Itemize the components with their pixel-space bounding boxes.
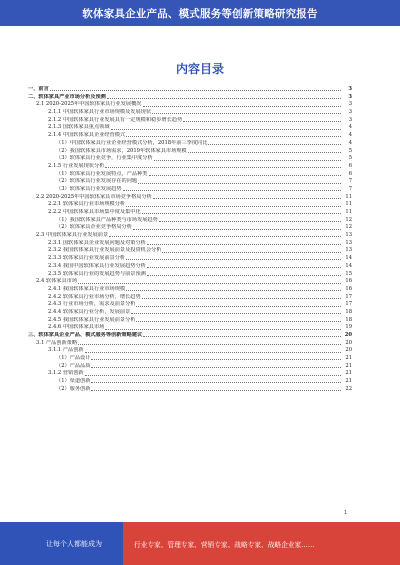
toc-leader-dots: [153, 198, 341, 199]
toc-entry-label: （3）软体家具行业发展趋势: [56, 185, 122, 192]
toc-entry[interactable]: [28, 324, 352, 332]
toc-leader-dots: [131, 313, 341, 314]
toc-leader-dots: [111, 129, 341, 130]
toc-entry-page: 4: [348, 139, 352, 146]
footer-right-text: 行业专家、管理专家、营销专家、战略专家、战略企业家……: [134, 541, 315, 549]
toc-entry-label: 2.4.5 我国软体家具行业发展前景分析: [48, 316, 136, 323]
toc-entry-label: 2.3 中国软体家具行业发展前景: [36, 232, 109, 239]
toc-leader-dots: [143, 336, 341, 337]
toc-leader-dots: [159, 221, 341, 222]
toc-leader-dots: [208, 144, 341, 145]
toc-entry-label: 2.1.3 国软体家具重点领域: [48, 124, 110, 131]
toc-entry[interactable]: [28, 232, 352, 240]
toc-entry-page: 3: [348, 109, 352, 116]
toc-entry-page: 20: [344, 332, 352, 338]
toc-entry-label: 2.4.6 中国软体家具市场: [48, 324, 105, 331]
toc-leader-dots: [154, 160, 341, 161]
toc-entry[interactable]: [28, 340, 352, 348]
toc-entry-page: 4: [348, 132, 352, 139]
toc-entry-label: （1）中国软体家具行业企业经营模式分析，2018年前三季度同比: [56, 139, 208, 146]
toc-entry-page: 14: [345, 262, 352, 269]
toc-entry-page: 21: [345, 355, 352, 362]
toc-entry-label: 一、前言: [28, 86, 49, 92]
toc-entry-label: 2.1.2 中国软体家具行业发展具有一定规模和稳步增长趋势: [48, 116, 183, 123]
toc-leader-dots: [85, 352, 341, 353]
toc-leader-dots: [91, 390, 341, 391]
toc-entry-label: 2.2.1 软体家具行业市场规模分析: [48, 201, 126, 208]
toc-entry-label: 2.3.3 软体家具行业发展前景分析: [48, 255, 126, 262]
toc-entry-label: 2.3.2 我国软体家具行业发展前景及投资机会分析: [48, 247, 162, 254]
toc-leader-dots: [50, 90, 341, 91]
toc-entry-page: 3: [348, 101, 352, 108]
toc-leader-dots: [183, 121, 341, 122]
toc-entry[interactable]: [28, 224, 352, 232]
toc-entry-page: 19: [345, 324, 352, 331]
toc-entry[interactable]: [28, 194, 352, 202]
footer-left-text: 让每个人都能成为: [46, 540, 102, 548]
toc-entry[interactable]: [28, 255, 352, 263]
toc-leader-dots: [126, 259, 341, 260]
toc-entry-page: 22: [345, 385, 352, 392]
toc-entry-label: 2.3.4 我国中国软体家具行业发展趋势分析: [48, 262, 146, 269]
toc-entry-page: 7: [348, 185, 352, 192]
toc-entry[interactable]: [28, 247, 352, 255]
toc-entry-label: （1）我国软体家具产品种类与市场发展趋势: [56, 216, 158, 223]
toc-leader-dots: [162, 252, 341, 253]
toc-entry-label: 二、软体家具产业市场分析及预测: [28, 93, 106, 100]
toc-entry[interactable]: [28, 240, 352, 248]
toc-entry-label: （2）产品品质: [56, 362, 91, 369]
toc-leader-dots: [78, 283, 341, 284]
toc-leader-dots: [109, 236, 341, 237]
toc-entry-label: 2.4 软体家具市场: [36, 278, 78, 285]
toc-entry[interactable]: [28, 124, 352, 132]
toc-entry[interactable]: [28, 140, 352, 148]
toc-leader-dots: [143, 106, 342, 107]
toc-entry[interactable]: [28, 117, 352, 125]
toc-leader-dots: [133, 229, 341, 230]
toc-entry[interactable]: [28, 201, 352, 209]
toc-entry-page: 17: [345, 301, 352, 308]
toc-entry-label: 3.1.2 营销创新: [48, 370, 84, 377]
toc-entry-page: 6: [348, 170, 352, 177]
toc-entry-label: 2.2.2 中国软体家具市场集中度及集中化: [48, 209, 141, 215]
toc-entry-page: 11: [345, 201, 352, 208]
toc-leader-dots: [91, 367, 341, 368]
toc-entry[interactable]: [28, 217, 352, 225]
table-of-contents: [28, 86, 352, 394]
toc-entry[interactable]: [28, 347, 352, 355]
toc-entry[interactable]: [28, 355, 352, 363]
toc-entry-page: 3: [348, 93, 352, 100]
page-number: 1: [344, 510, 348, 516]
toc-entry-page: 20: [345, 347, 352, 354]
toc-leader-dots: [105, 167, 341, 168]
toc-leader-dots: [188, 152, 341, 153]
toc-entry-label: 2.4.1 我国软体家具行业市场规模: [48, 285, 126, 292]
toc-entry-page: 7: [348, 178, 352, 185]
toc-entry-label: 2.1 2020-2025年中国软体家具行业发展概况: [36, 101, 142, 108]
toc-entry[interactable]: [28, 294, 352, 302]
toc-entry-label: 2.4.3 行业市场分析，需求及前景分析: [48, 301, 136, 308]
toc-leader-dots: [91, 382, 341, 383]
toc-entry-label: 2.2 2020-2025年中国软体家具市场竞争格局分析: [36, 193, 152, 200]
toc-entry[interactable]: [28, 86, 352, 94]
toc-heading: 内容目录: [175, 62, 224, 76]
toc-entry-label: （2）软体家具行业发展存在的问题: [56, 178, 138, 185]
toc-entry[interactable]: [28, 332, 352, 340]
toc-leader-dots: [147, 267, 341, 268]
toc-entry[interactable]: [28, 101, 352, 109]
toc-entry[interactable]: [28, 171, 352, 179]
toc-leader-dots: [78, 344, 341, 345]
toc-entry[interactable]: [28, 94, 352, 102]
toc-entry-page: 16: [345, 278, 352, 285]
toc-entry-page: 5: [348, 147, 352, 154]
toc-leader-dots: [107, 98, 341, 99]
toc-entry-page: 3: [348, 86, 352, 92]
toc-entry-label: 3.1.1 产品创新: [48, 347, 84, 354]
toc-entry-page: 11: [345, 209, 352, 215]
toc-entry-page: 20: [345, 339, 352, 346]
toc-entry-label: 2.1.5 行业发展现状分析: [48, 162, 105, 169]
toc-entry-label: 3.1 产品创新策略: [36, 339, 78, 346]
toc-entry-label: 2.4.4 软体家具行业分析，发展前景: [48, 308, 131, 315]
toc-entry[interactable]: [28, 155, 352, 163]
toc-entry[interactable]: [28, 317, 352, 325]
toc-entry-page: 17: [345, 293, 352, 300]
toc-entry[interactable]: [28, 378, 352, 386]
toc-leader-dots: [147, 244, 341, 245]
toc-entry-label: （1）产品设计: [56, 355, 91, 362]
toc-entry-page: 13: [345, 247, 352, 254]
toc-entry-label: （3）软体家具行业竞争，行业集中度分析: [56, 155, 153, 162]
toc-entry[interactable]: [28, 163, 352, 171]
toc-entry-page: 18: [345, 316, 352, 323]
toc-leader-dots: [136, 306, 341, 307]
toc-entry[interactable]: [28, 271, 352, 279]
toc-entry-page: 21: [345, 362, 352, 369]
toc-entry[interactable]: [28, 370, 352, 378]
toc-entry[interactable]: [28, 386, 352, 394]
toc-entry-label: 2.1.1 中国软体家具行业市场规模及发展现状: [48, 109, 152, 116]
toc-leader-dots: [85, 375, 341, 376]
toc-entry[interactable]: [28, 178, 352, 186]
toc-entry[interactable]: [28, 132, 352, 140]
toc-entry-page: 11: [345, 193, 352, 200]
toc-entry-page: 18: [345, 308, 352, 315]
toc-entry[interactable]: [28, 109, 352, 117]
toc-leader-dots: [126, 206, 341, 207]
toc-entry[interactable]: [28, 286, 352, 294]
toc-leader-dots: [136, 321, 341, 322]
toc-entry-label: 2.4.2 软体家具行业市场分析，增长趋势: [48, 293, 141, 300]
toc-leader-dots: [126, 290, 341, 291]
toc-entry-page: 13: [345, 232, 352, 239]
toc-entry[interactable]: [28, 363, 352, 371]
toc-entry-label: （2）我国软体家具市场需求，2019年软体家具市场规模: [56, 147, 187, 154]
toc-entry-label: （1）渠道创新: [56, 378, 91, 385]
toc-entry-page: 21: [345, 370, 352, 377]
toc-entry-page: 6: [348, 162, 352, 169]
toc-entry-label: 2.3.1 国软体家具企业发展问题及对策分析: [48, 239, 146, 246]
toc-entry[interactable]: [28, 278, 352, 286]
report-title: 软体家具企业产品、模式服务等创新策略研究报告: [82, 8, 318, 20]
toc-leader-dots: [142, 213, 341, 214]
toc-entry[interactable]: [28, 263, 352, 271]
toc-leader-dots: [91, 359, 341, 360]
toc-leader-dots: [152, 113, 341, 114]
toc-entry[interactable]: [28, 209, 352, 217]
toc-leader-dots: [142, 298, 341, 299]
toc-entry-page: 16: [345, 285, 352, 292]
toc-entry-page: 4: [348, 124, 352, 131]
toc-leader-dots: [105, 329, 341, 330]
toc-entry-label: （1）软体家具行业发展特点，产品种类: [56, 170, 148, 177]
toc-leader-dots: [149, 175, 342, 176]
toc-entry-page: 5: [348, 155, 352, 162]
toc-leader-dots: [123, 190, 341, 191]
toc-leader-dots: [126, 136, 341, 137]
toc-entry-page: 15: [345, 270, 352, 277]
toc-leader-dots: [138, 183, 341, 184]
toc-entry-page: 3: [348, 116, 352, 123]
toc-entry-page: 21: [345, 378, 352, 385]
toc-entry[interactable]: [28, 186, 352, 194]
toc-entry-label: （2）服务创新: [56, 385, 91, 392]
toc-entry-label: 三、软体家具企业产品、模式服务等创新策略建议: [28, 332, 143, 338]
toc-entry-page: 12: [345, 216, 352, 223]
toc-entry-page: 13: [345, 239, 352, 246]
toc-entry-page: 12: [345, 224, 352, 231]
toc-entry-page: 14: [345, 255, 352, 262]
toc-entry[interactable]: [28, 148, 352, 156]
toc-entry[interactable]: [28, 309, 352, 317]
toc-entry-label: （2）软体家具企业竞争格局分析: [56, 224, 132, 231]
toc-entry[interactable]: [28, 301, 352, 309]
toc-entry-label: 2.1.4 中国软体家具企业经营模式: [48, 132, 126, 139]
toc-entry-label: 2.3.5 软体家具行业的发展趋势与前景预测: [48, 270, 146, 277]
toc-leader-dots: [147, 275, 341, 276]
